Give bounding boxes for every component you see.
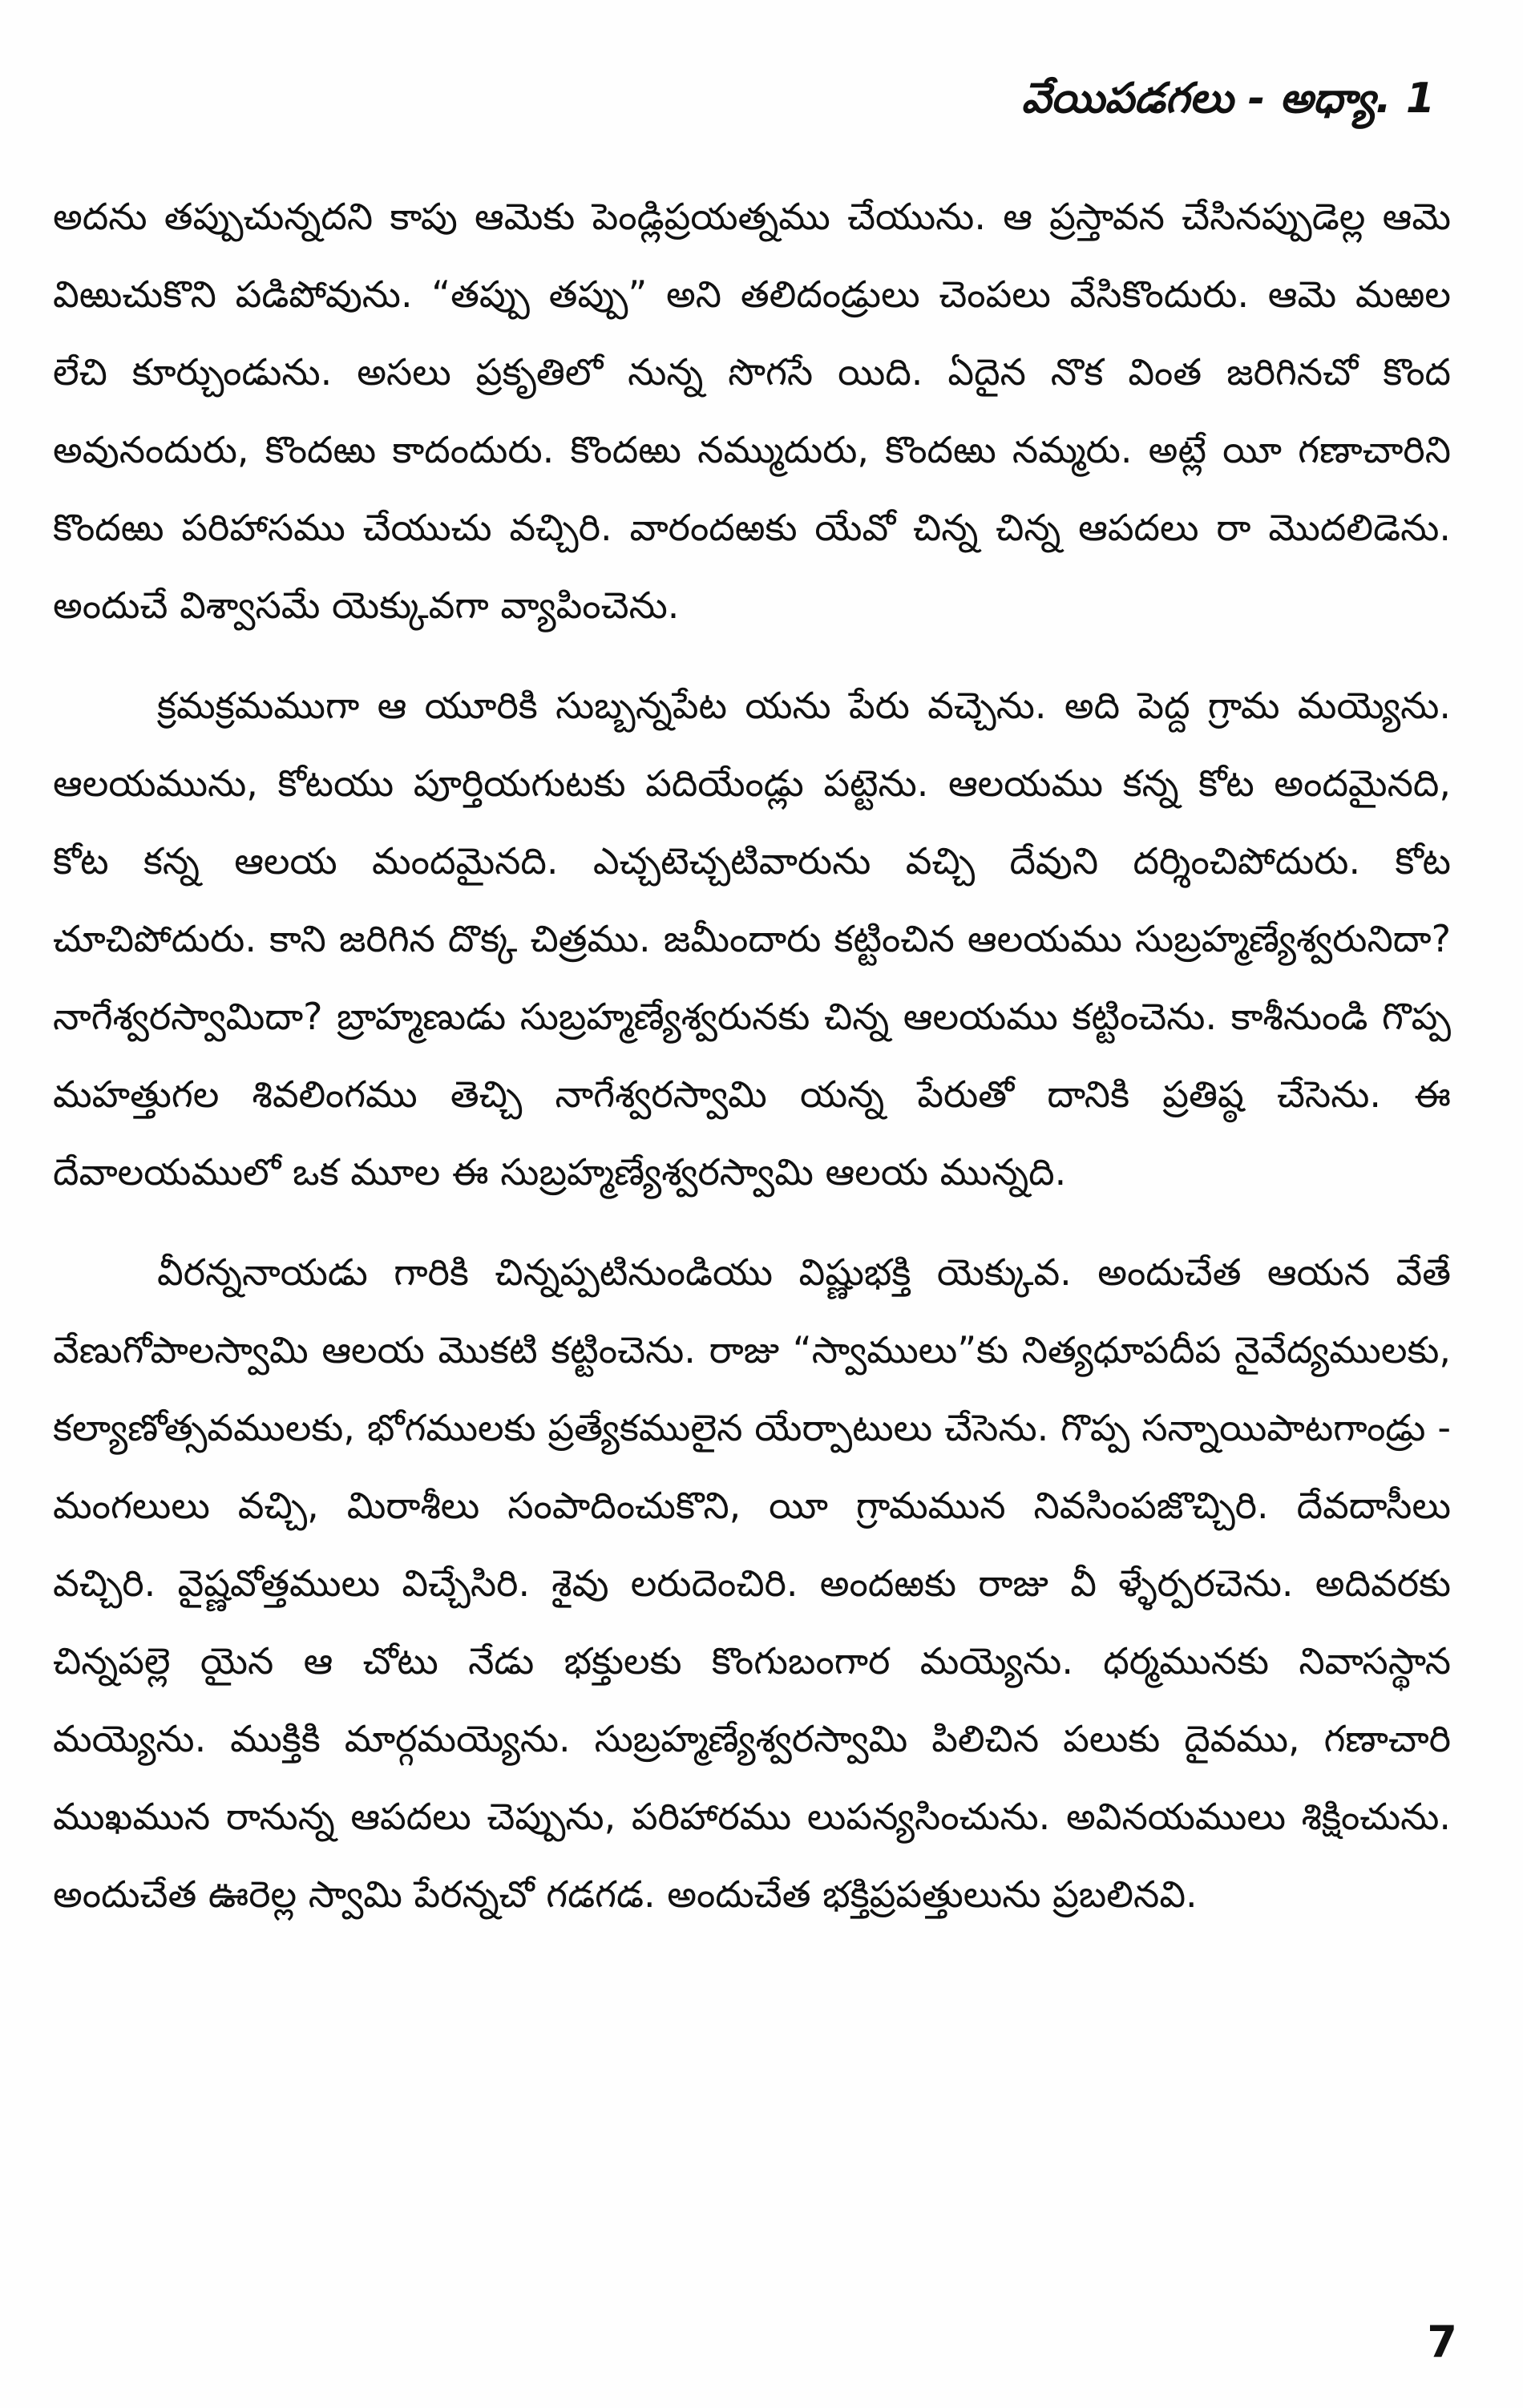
body-text <box>53 178 1451 1933</box>
paragraph-2: క్రమక్రమముగా ఆ యూరికి సుబ్బన్నపేట యను పేరు వచ్చెను. అది పెద్ద గ్రామ మయ్యెను. ఆలయమును, కోటయు పూర్తియగుటకు పదియేండ్లు పట్టెను. ఆలయము కన్న కోట అందమైనది, కోట కన్న ఆలయ మందమైనది. ఎచ్చటెచ్చటివారును వచ్చి దేవుని దర్శించిపోదురు. కోట చూచిపోదురు. కాని జరిగిన దొక్క చిత్రము. జమీందారు కట్టించిన ఆలయము సుబ్రహ్మణ్యేశ్వరునిదా? నాగేశ్వరస్వామిదా? బ్రాహ్మణుడు సుబ్రహ్మణ్యేశ్వరునకు చిన్న ఆలయము కట్టించెను. కాశీనుండి గొప్ప మహత్తుగల శివలింగము తెచ్చి నాగేశ్వరస్వామి యన్న పేరుతో దానికి ప్రతిష్ఠ చేసెను. ఈ దేవాలయములో ఒక మూల ఈ సుబ్రహ్మణ్యేశ్వరస్వామి ఆలయ మున్నది. <box>53 684 1451 1194</box>
page-number: 7 <box>1427 2317 1457 2367</box>
paragraph-1: అదను తప్పుచున్నదని కాపు ఆమెకు పెండ్లిప్రయత్నము చేయును. ఆ ప్రస్తావన చేసినప్పుడెల్ల ఆమె విఱుచుకొని పడిపోవును. “తప్పు తప్పు” అని తలిదండ్రులు చెంపలు వేసికొందురు. ఆమె మఱల లేచి కూర్చుండును. అసలు ప్రకృతిలో నున్న సొగసే యిది. ఏదైన నొక వింత జరిగినచో కొంద అవునందురు, కొందఱు కాదందురు. కొందఱు నమ్ముదురు, కొందఱు నమ్మరు. అట్లే యీ గణాచారిని కొందఱు పరిహాసము చేయుచు వచ్చిరి. వారందఱకు యేవో చిన్న చిన్న ఆపదలు రా మొదలిడెను. అందుచే విశ్వాసమే యెక్కువగా వ్యాపించెను. <box>53 195 1451 627</box>
paragraph-3: వీరన్ననాయడు గారికి చిన్నప్పటినుండియు విష్ణుభక్తి యెక్కువ. అందుచేత ఆయన వేతే వేణుగోపాలస్వామి ఆలయ మొకటి కట్టించెను. రాజు “స్వాములు”కు నిత్యధూపదీప నైవేద్యములకు, కల్యాణోత్సవములకు, భోగములకు ప్రత్యేకములైన యేర్పాటులు చేసెను. గొప్ప సన్నాయిపాటగాండ్రు - మంగలులు వచ్చి, మిరాశీలు సంపాదించుకొని, యీ గ్రామమున నివసింపజొచ్చిరి. దేవదాసీలు వచ్చిరి. వైష్ణవోత్తములు విచ్చేసిరి. శైవు లరుదెంచిరి. అందఱకు రాజు వీ ళ్ళేర్పరచెను. అదివరకు చిన్నపల్లె యైన ఆ చోటు నేడు భక్తులకు కొంగుబంగార మయ్యెను. ధర్మమునకు నివాసస్థాన మయ్యెను. ముక్తికి మార్గమయ్యెను. సుబ్రహ్మణ్యేశ్వరస్వామి పిలిచిన పలుకు దైవము, గణాచారి ముఖమున రానున్న ఆపదలు చెప్పును, పరిహారము లుపన్యసించును. అవినయములు శిక్షించును. అందుచేత ఊరెల్ల స్వామి పేరన్నచో గడగడ. అందుచేత భక్తిప్రపత్తులును ప్రబలినవి. <box>53 1250 1451 1916</box>
running-header: వేయిపడగలు - అధ్యా. 1 <box>1021 75 1435 123</box>
